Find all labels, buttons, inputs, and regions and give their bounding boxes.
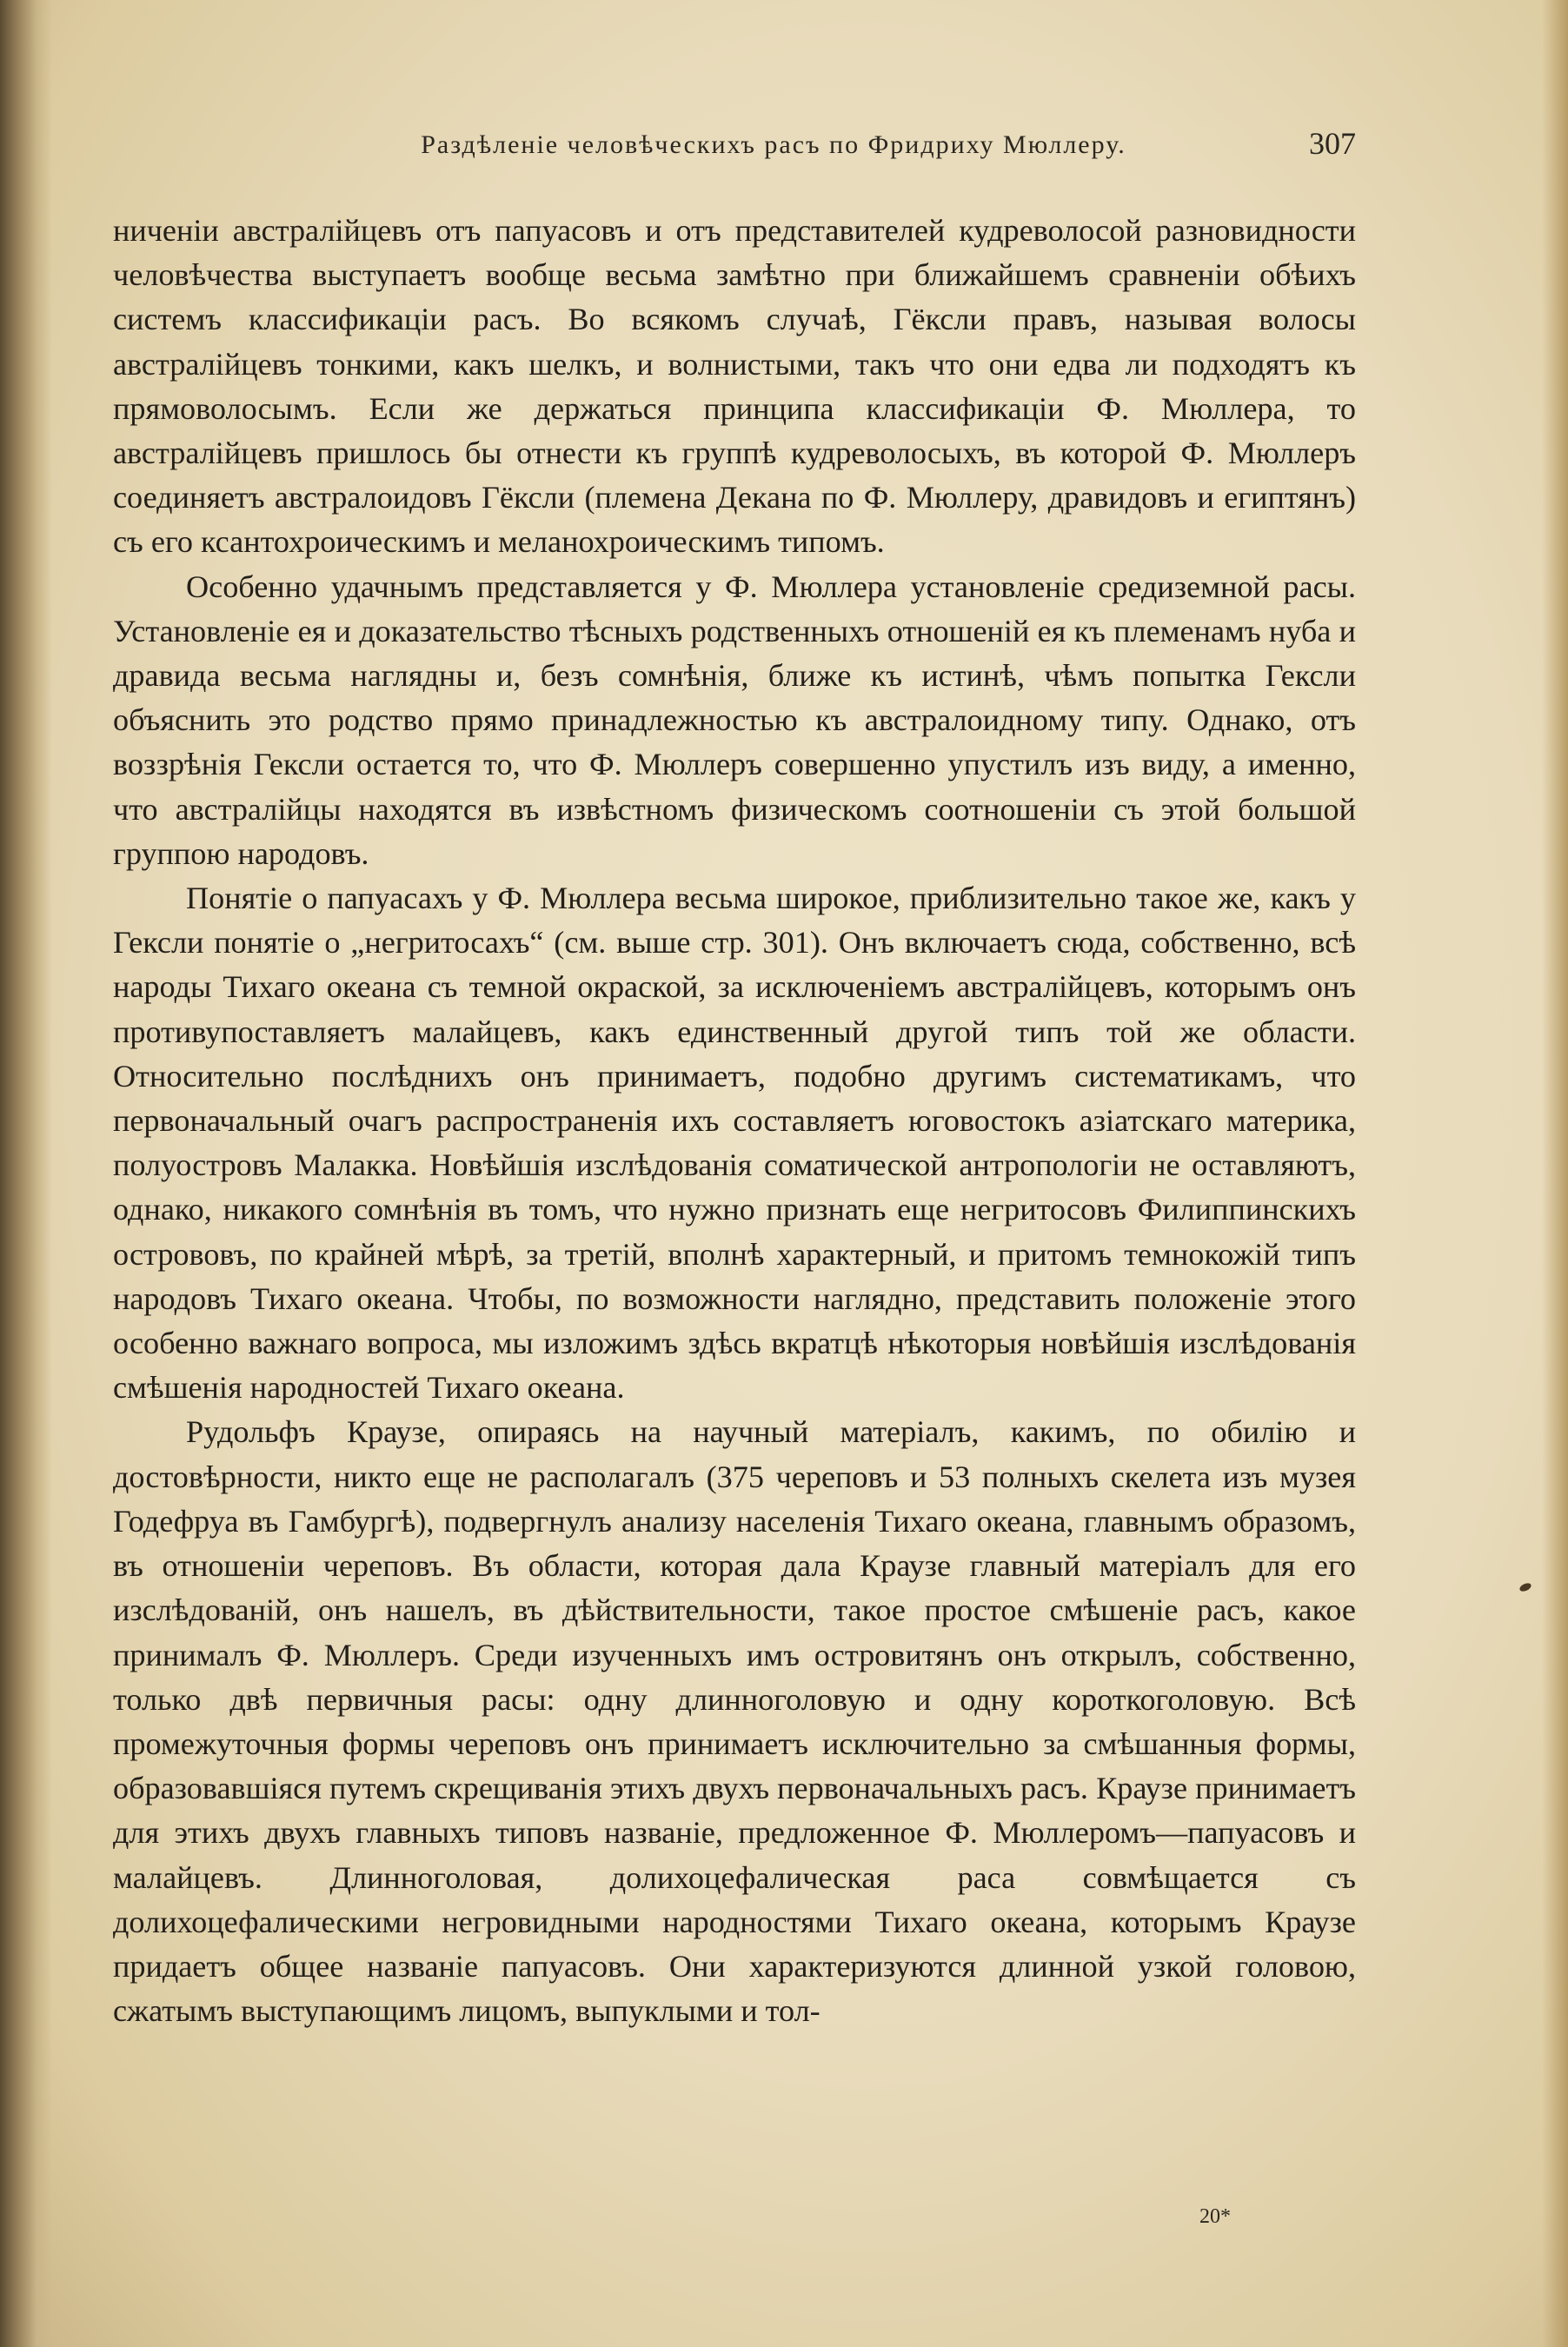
paragraph-4: Рудольфъ Краузе, опираясь на научный матеріалъ, какимъ, по обилію и достовѣрности, никто еще не располагалъ (375 череповъ и 53 полныхъ скелета изъ музея Годефруа въ Гамбургѣ), подвергнулъ анализу населенія Тихаго океана, главнымъ образомъ, въ отношеніи череповъ. Въ области, которая дала Краузе главный матеріалъ для его изслѣдованій, онъ нашелъ, въ дѣйствительности, такое простое смѣшеніе расъ, какое принималъ Ф. Мюллеръ. Среди изученныхъ имъ островитянъ онъ открылъ, собственно, только двѣ первичныя расы: одну длинноголовую и одну короткоголовую. Всѣ промежуточныя формы череповъ онъ принимаетъ исключительно за смѣшанныя формы, образовавшіяся путемъ скрещиванія этихъ двухъ первоначальныхъ расъ. Краузе принимаетъ для этихъ двухъ главныхъ типовъ названіе, предложенное Ф. Мюллеромъ—папуасовъ и малайцевъ. Длинноголовая, долихоцефалическая раса совмѣщается съ долихоцефалическими негровидными народностями Тихаго океана, которымъ Краузе придаетъ общее названіе папуасовъ. Они характеризуются длинной узкой головою, сжатымъ выступающимъ лицомъ, выпуклыми и тол-: [113, 1414, 1356, 2029]
signature-mark: 20*: [1199, 2205, 1231, 2228]
running-title: Раздѣленіе человѣческихъ расъ по Фридриху Мюллеру.: [421, 130, 1126, 159]
ink-stain: [1518, 1581, 1532, 1592]
paragraph-3: Понятіе о папуасахъ у Ф. Мюллера весьма широкое, приблизительно такое же, какъ у Гексли понятіе о „негритосахъ“ (см. выше стр. 301). Онъ включаетъ сюда, собственно, всѣ народы Тихаго океана съ темной окраской, за исключеніемъ австралійцевъ, которымъ онъ противупоставляетъ малайцевъ, какъ единственный другой типъ той же области. Относительно послѣднихъ онъ принимаетъ, подобно другимъ систематикамъ, что первоначальный очагъ распространенія ихъ составляетъ юговостокъ азіатскаго материка, полуостровъ Малакка. Новѣйшія изслѣдованія соматической антропологіи не оставляютъ, однако, никакого сомнѣнія въ томъ, что нужно признать еще негритосовъ Филиппинскихъ острововъ, по крайней мѣрѣ, за третій, вполнѣ характерный, и притомъ темнокожій типъ народовъ Тихаго океана. Чтобы, по возможности наглядно, представить положеніе этого особенно важнаго вопроса, мы изложимъ здѣсь вкратцѣ нѣкоторыя новѣйшія изслѣдованія смѣшенія народностей Тихаго океана.: [113, 881, 1356, 1406]
body-text: [113, 209, 1356, 2033]
page-number: 307: [1309, 126, 1356, 161]
paragraph-2: Особенно удачнымъ представляется у Ф. Мюллера установленіе средиземной расы. Установленіе ея и доказательство тѣсныхъ родственныхъ отношеній ея къ племенамъ нуба и дравида весьма наглядны и, безъ сомнѣнія, ближе къ истинѣ, чѣмъ попытка Гексли объяснить это родство прямо принадлежностью къ австралоидному типу. Однако, отъ воззрѣнія Гексли остается то, что Ф. Мюллеръ совершенно упустилъ изъ виду, а именно, что австралійцы находятся въ извѣстномъ физическомъ соотношеніи съ этой большой группою народовъ.: [113, 568, 1356, 871]
paragraph-1: ниченіи австралійцевъ отъ папуасовъ и отъ представителей кудреволосой разновидности человѣчества выступаетъ вообще весьма замѣтно при ближайшемъ сравненіи обѣихъ системъ классификаціи расъ. Во всякомъ случаѣ, Гёксли правъ, называя волосы австралійцевъ тонкими, какъ шелкъ, и волнистыми, такъ что они едва ли подходятъ къ прямоволосымъ. Если же держаться принципа классификаціи Ф. Мюллера, то австралійцевъ пришлось бы отнести къ группѣ кудреволосыхъ, въ которой Ф. Мюллеръ соединяетъ австралоидовъ Гёксли (племена Декана по Ф. Мюллеру, дравидовъ и египтянъ) съ его ксантохроическимъ и меланохроическимъ типомъ.: [113, 213, 1356, 560]
